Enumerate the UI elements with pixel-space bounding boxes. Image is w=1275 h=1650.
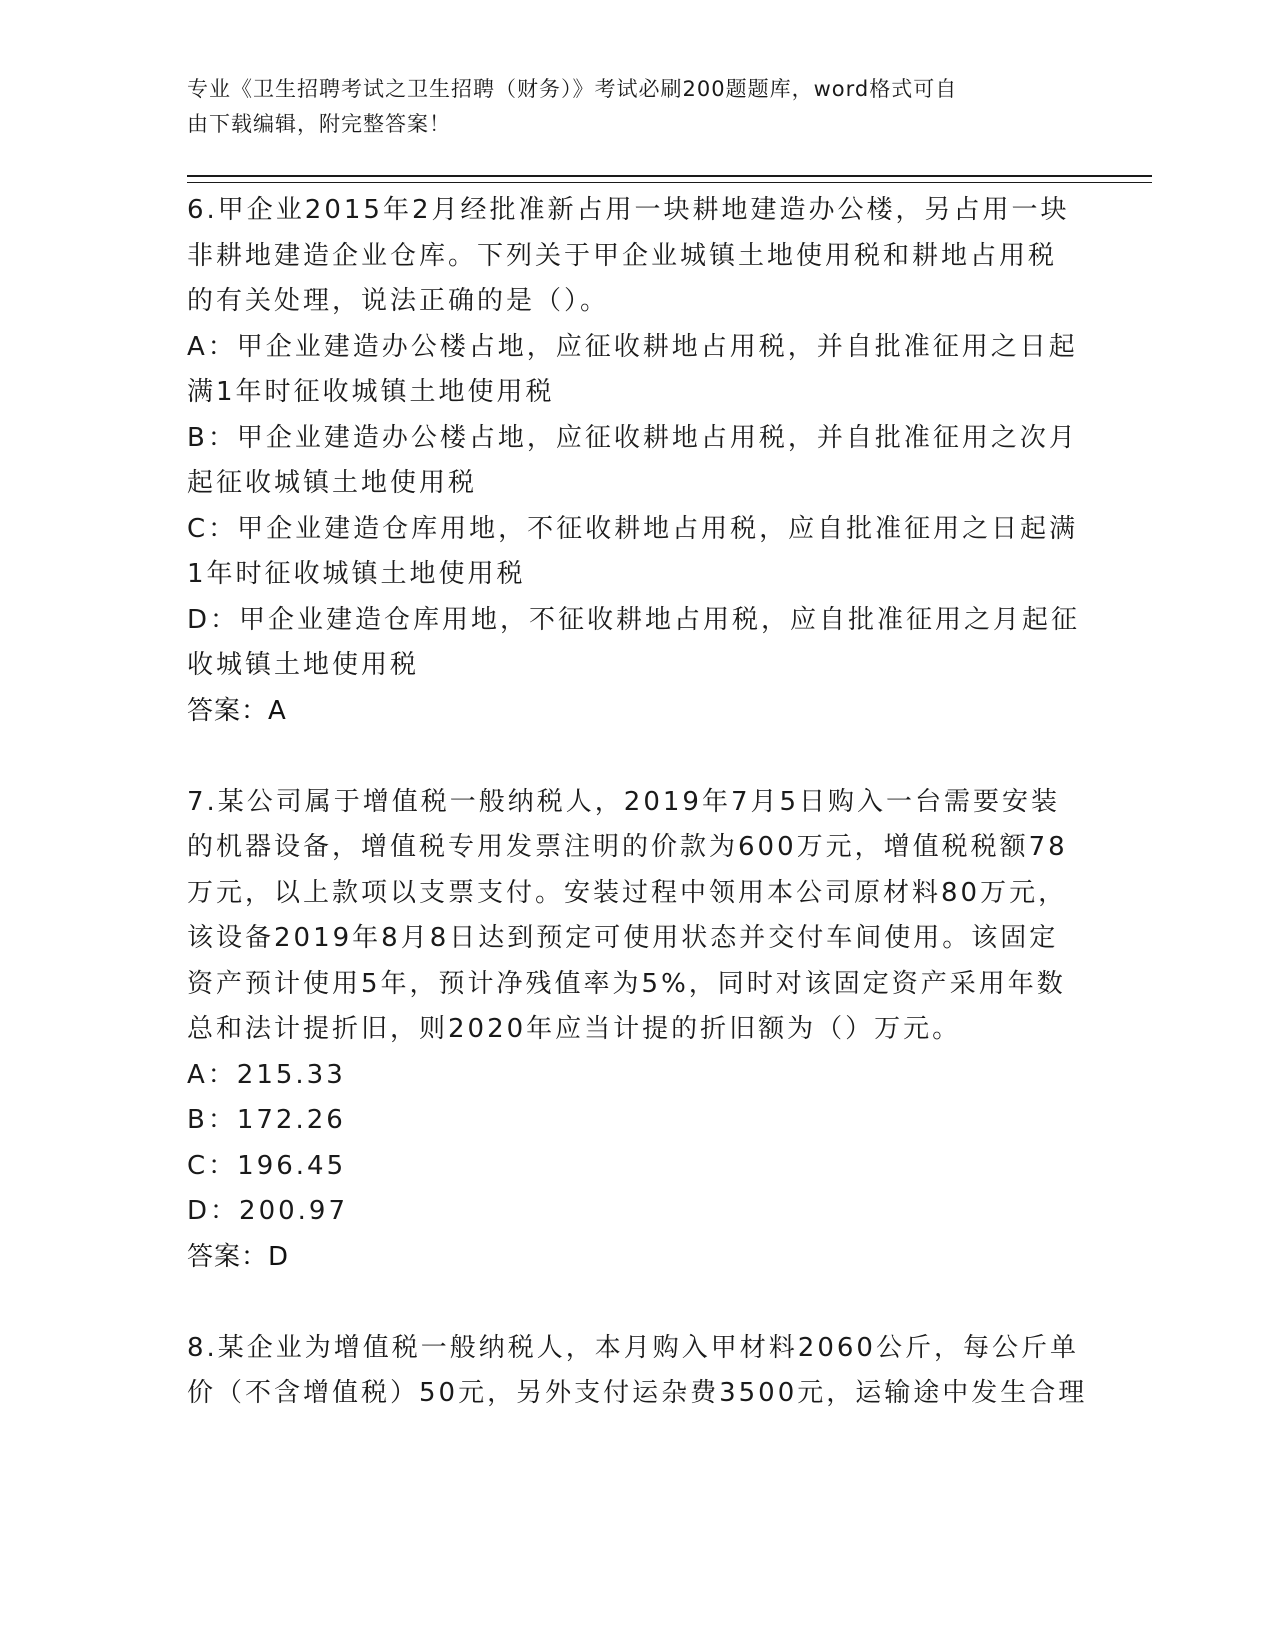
question-list [187, 188, 1088, 1417]
question-stem-line: 总和法计提折旧，则2020年应当计提的折旧额为（）万元。 [187, 1014, 962, 1044]
question-stem-line: 的有关处理，说法正确的是（）。 [187, 286, 610, 316]
option-b-line: 起征收城镇土地使用税 [187, 468, 478, 498]
question-stem-line: 该设备2019年8月8日达到预定可使用状态并交付车间使用。该固定 [187, 923, 1059, 953]
option-c-line: 1年时征收城镇土地使用税 [187, 559, 526, 589]
question-8 [187, 1326, 1088, 1417]
question-spacer [187, 734, 1077, 780]
option-a-line: A：甲企业建造办公楼占地，应征收耕地占用税，并自批准征用之日起 [187, 331, 1078, 362]
option-d-line: D：200.97 [187, 1196, 348, 1226]
question-7 [187, 780, 1077, 1281]
question-stem-line: 6.甲企业2015年2月经批准新占用一块耕地建造办公楼，另占用一块 [187, 195, 1070, 225]
option-d-line: 收城镇土地使用税 [187, 650, 420, 680]
option-b-line: B：172.26 [187, 1105, 346, 1135]
option-a-line: 满1年时征收城镇土地使用税 [187, 377, 555, 407]
question-stem-line: 价（不含增值税）50元，另外支付运杂费3500元，运输途中发生合理 [187, 1378, 1088, 1408]
answer-label: 答案：A [187, 695, 287, 726]
header-divider-thin [187, 182, 1152, 183]
question-stem-line: 万元，以上款项以支票支付。安装过程中领用本公司原材料80万元， [187, 877, 1068, 908]
question-6 [187, 188, 1081, 734]
question-stem-line: 资产预计使用5年，预计净残值率为5%，同时对该固定资产采用年数 [187, 968, 1066, 999]
question-stem-line: 的机器设备，增值税专用发票注明的价款为600万元，增值税税额78 [187, 832, 1068, 862]
question-stem-line: 7.某公司属于增值税一般纳税人，2019年7月5日购入一台需要安装 [187, 786, 1061, 817]
header-divider-thick [187, 175, 1152, 177]
header-line-1: 专业《卫生招聘考试之卫生招聘（财务）》考试必刷200题题库，word格式可自 [187, 77, 958, 101]
option-c-line: C：196.45 [187, 1150, 347, 1181]
question-stem-line: 非耕地建造企业仓库。下列关于甲企业城镇土地使用税和耕地占用税 [187, 240, 1058, 271]
answer-label: 答案：D [187, 1241, 290, 1272]
question-stem-line: 8.某企业为增值税一般纳税人，本月购入甲材料2060公斤，每公斤单 [187, 1332, 1079, 1363]
header-line-2: 由下载编辑，附完整答案！ [187, 112, 451, 136]
question-spacer [187, 1280, 1077, 1326]
option-d-line: D：甲企业建造仓库用地，不征收耕地占用税，应自批准征用之月起征 [187, 604, 1081, 635]
option-b-line: B：甲企业建造办公楼占地，应征收耕地占用税，并自批准征用之次月 [187, 422, 1078, 453]
document-header [187, 72, 1067, 142]
option-a-line: A：215.33 [187, 1059, 346, 1090]
option-c-line: C：甲企业建造仓库用地，不征收耕地占用税，应自批准征用之日起满 [187, 513, 1079, 544]
